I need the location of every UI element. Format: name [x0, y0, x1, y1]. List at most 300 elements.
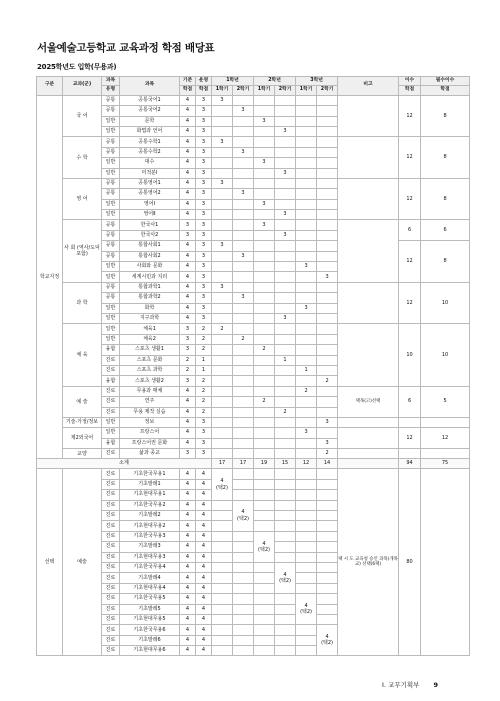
elective-pair-cell	[296, 594, 317, 625]
subject-type: 진로	[102, 531, 120, 541]
semester-credit	[317, 469, 338, 479]
curriculum-table	[36, 76, 470, 656]
semester-credit	[317, 365, 338, 375]
subject-type: 진로	[102, 635, 120, 645]
semester-credit	[296, 241, 317, 251]
semester-credit	[254, 147, 275, 157]
operating-credit: 3	[196, 428, 212, 438]
done-credit: 12	[399, 178, 421, 220]
semester-credit	[317, 262, 338, 272]
section-label: 선택	[37, 469, 63, 656]
subject-name: 기초발레5	[120, 604, 180, 614]
semester-credit	[296, 635, 317, 645]
operating-credit: 4	[196, 562, 212, 572]
subtotal-credit: 19	[254, 459, 275, 469]
semester-credit: 3	[275, 313, 296, 323]
semester-credit	[212, 521, 233, 531]
subject-name: 기초현대무용5	[120, 614, 180, 624]
semester-credit	[275, 116, 296, 126]
semester-credit	[233, 397, 254, 407]
semester-credit	[317, 490, 338, 500]
semester-credit	[275, 635, 296, 645]
operating-credit: 3	[196, 178, 212, 188]
elective-pair-cell	[254, 531, 275, 562]
remarks-cell	[338, 449, 399, 459]
elective-pair-cell	[275, 562, 296, 593]
subject-type: 일반	[102, 428, 120, 438]
subject-name: 영어Ⅱ	[120, 210, 180, 220]
semester-credit	[233, 282, 254, 292]
subject-type: 공통	[102, 189, 120, 199]
done-credit: 12	[399, 282, 421, 324]
semester-credit: 1	[296, 365, 317, 375]
semester-credit: 3	[254, 199, 275, 209]
table-row	[37, 282, 470, 292]
operating-credit: 3	[196, 95, 212, 105]
elective-pair-value: 4	[283, 571, 287, 578]
semester-credit	[212, 646, 233, 656]
subject-name: 기초발레3	[120, 542, 180, 552]
semester-credit	[212, 355, 233, 365]
semester-credit	[275, 303, 296, 313]
semester-credit	[296, 147, 317, 157]
subject-type: 공통	[102, 147, 120, 157]
base-credit: 4	[180, 417, 196, 427]
semester-credit	[275, 552, 296, 562]
semester-credit	[233, 178, 254, 188]
operating-credit: 4	[196, 500, 212, 510]
semester-credit: 3	[212, 178, 233, 188]
table-row	[37, 241, 470, 251]
done-credit: 6	[399, 386, 421, 417]
semester-credit	[317, 282, 338, 292]
semester-credit	[212, 262, 233, 272]
semester-credit: 3	[254, 220, 275, 230]
semester-credit	[275, 417, 296, 427]
subject-type: 일반	[102, 158, 120, 168]
semester-credit	[317, 531, 338, 541]
operating-credit: 4	[196, 552, 212, 562]
semester-credit	[296, 106, 317, 116]
base-credit: 3	[180, 230, 196, 240]
operating-credit: 4	[196, 573, 212, 583]
base-credit: 4	[180, 272, 196, 282]
subject-type: 일반	[102, 313, 120, 323]
semester-credit	[233, 469, 254, 479]
subject-name: 프랑스어권 문화	[120, 438, 180, 448]
subject-type: 융합	[102, 438, 120, 448]
semester-credit	[296, 479, 317, 489]
table-row	[37, 178, 470, 188]
semester-credit	[317, 562, 338, 572]
subject-type: 진로	[102, 594, 120, 604]
semester-credit	[275, 241, 296, 251]
subject-name: 스포츠 생활1	[120, 345, 180, 355]
semester-credit	[317, 303, 338, 313]
base-credit: 4	[180, 147, 196, 157]
semester-credit	[317, 230, 338, 240]
base-credit: 4	[180, 397, 196, 407]
subject-name: 공통국어1	[120, 95, 180, 105]
semester-credit: 2	[317, 449, 338, 459]
semester-credit	[254, 407, 275, 417]
semester-credit	[317, 604, 338, 614]
subject-name: 한국사2	[120, 230, 180, 240]
subject-type: 진로	[102, 490, 120, 500]
operating-credit: 1	[196, 365, 212, 375]
semester-credit	[317, 407, 338, 417]
subject-name: 영어Ⅰ	[120, 199, 180, 209]
semester-credit	[296, 531, 317, 541]
header-op-top: 운영	[196, 77, 212, 86]
semester-credit	[212, 334, 233, 344]
semester-credit	[254, 583, 275, 593]
semester-credit	[212, 158, 233, 168]
semester-credit	[296, 552, 317, 562]
subject-type: 공통	[102, 137, 120, 147]
subject-type: 진로	[102, 521, 120, 531]
done-credit	[399, 449, 421, 459]
operating-credit: 4	[196, 479, 212, 489]
semester-credit	[254, 428, 275, 438]
header-g2-s2: 2학기	[275, 86, 296, 95]
semester-credit	[275, 438, 296, 448]
required-credit: 8	[421, 137, 470, 179]
subject-name: 공통수학1	[120, 137, 180, 147]
area-label: 과 학	[63, 282, 102, 324]
header-grade1: 1학년	[212, 77, 254, 86]
semester-credit	[233, 313, 254, 323]
required-credit: 10	[421, 282, 470, 324]
semester-credit	[233, 199, 254, 209]
subject-name: 대수	[120, 158, 180, 168]
subject-type: 일반	[102, 334, 120, 344]
semester-credit	[296, 490, 317, 500]
remarks-cell: 택 시 도 교육청 승인 과목(개목교) 선택(6택)	[338, 469, 399, 656]
semester-credit	[233, 386, 254, 396]
semester-credit	[317, 95, 338, 105]
semester-credit	[233, 552, 254, 562]
semester-credit	[254, 625, 275, 635]
semester-credit	[296, 376, 317, 386]
semester-credit	[317, 116, 338, 126]
base-credit: 4	[180, 178, 196, 188]
semester-credit	[233, 210, 254, 220]
semester-credit	[233, 417, 254, 427]
header-req-top: 필수이수	[421, 77, 470, 86]
operating-credit: 3	[196, 158, 212, 168]
page-footer	[382, 680, 438, 689]
semester-credit	[317, 241, 338, 251]
semester-credit	[254, 614, 275, 624]
semester-credit	[212, 199, 233, 209]
semester-credit	[254, 95, 275, 105]
semester-credit	[233, 376, 254, 386]
subject-name: 기초현대무용2	[120, 521, 180, 531]
area-label: 교양	[63, 449, 102, 459]
required-credit: 8	[421, 178, 470, 220]
subject-name: 스포츠 과학	[120, 365, 180, 375]
header-type-top: 과목	[102, 77, 120, 86]
base-credit: 4	[180, 189, 196, 199]
base-credit: 4	[180, 95, 196, 105]
header-grade2: 2학년	[254, 77, 296, 86]
header-row-2	[37, 86, 470, 95]
semester-credit	[254, 241, 275, 251]
semester-credit: 3	[233, 106, 254, 116]
subject-type: 진로	[102, 583, 120, 593]
operating-credit: 2	[196, 324, 212, 334]
page-number: 9	[433, 681, 438, 689]
footer-section: Ⅰ. 교무기획부	[382, 681, 420, 689]
semester-credit	[212, 500, 233, 510]
semester-credit	[254, 479, 275, 489]
subject-name: 삶과 종교	[120, 449, 180, 459]
semester-credit	[233, 355, 254, 365]
table-row	[37, 449, 470, 459]
semester-credit	[233, 438, 254, 448]
subject-type: 공통	[102, 251, 120, 261]
subject-type: 진로	[102, 562, 120, 572]
base-credit: 4	[180, 521, 196, 531]
remarks-cell	[338, 324, 399, 386]
header-remarks: 비고	[338, 77, 399, 96]
semester-credit	[275, 449, 296, 459]
base-credit: 4	[180, 293, 196, 303]
semester-credit	[254, 251, 275, 261]
subject-type: 공통	[102, 220, 120, 230]
operating-credit: 2	[196, 397, 212, 407]
semester-credit: 3	[212, 241, 233, 251]
subject-name: 기초한국무용6	[120, 625, 180, 635]
semester-credit	[317, 210, 338, 220]
semester-credit: 3	[317, 417, 338, 427]
semester-credit	[275, 542, 296, 552]
header-area: 교과(군)	[63, 77, 102, 96]
semester-credit	[233, 168, 254, 178]
subject-type: 진로	[102, 552, 120, 562]
base-credit: 4	[180, 158, 196, 168]
semester-credit	[275, 189, 296, 199]
area-label: 체 육	[63, 324, 102, 386]
base-credit: 4	[180, 604, 196, 614]
header-division: 구분	[37, 77, 63, 96]
elective-pair-note: (택2)	[258, 546, 270, 553]
done-credit: 12	[399, 95, 421, 137]
subject-name: 기초한국무용5	[120, 594, 180, 604]
semester-credit	[233, 365, 254, 375]
done-credit: 10	[399, 324, 421, 386]
semester-credit	[275, 604, 296, 614]
base-credit: 4	[180, 625, 196, 635]
semester-credit	[233, 635, 254, 645]
subject-type: 진로	[102, 479, 120, 489]
semester-credit	[275, 365, 296, 375]
semester-credit: 3	[254, 158, 275, 168]
semester-credit	[233, 604, 254, 614]
semester-credit	[233, 95, 254, 105]
operating-credit: 3	[196, 147, 212, 157]
semester-credit	[212, 635, 233, 645]
subject-name: 지구과학	[120, 313, 180, 323]
operating-credit: 2	[196, 376, 212, 386]
semester-credit	[254, 106, 275, 116]
base-credit: 4	[180, 490, 196, 500]
semester-credit: 3	[254, 116, 275, 126]
semester-credit	[317, 324, 338, 334]
semester-credit	[212, 625, 233, 635]
semester-credit	[233, 345, 254, 355]
semester-credit	[296, 355, 317, 365]
semester-credit	[317, 126, 338, 136]
semester-credit	[212, 189, 233, 199]
semester-credit	[212, 511, 233, 521]
operating-credit: 3	[196, 126, 212, 136]
area-label: 국 어	[63, 95, 102, 137]
semester-credit	[296, 282, 317, 292]
table-row	[37, 417, 470, 427]
elective-pair-cell	[317, 625, 338, 656]
subject-type: 진로	[102, 500, 120, 510]
header-req-bottom: 학점	[421, 86, 470, 95]
subject-type: 일반	[102, 126, 120, 136]
subject-name: 기초한국무용1	[120, 469, 180, 479]
semester-credit	[296, 583, 317, 593]
elective-pair-value: 4	[262, 540, 266, 547]
semester-credit	[254, 126, 275, 136]
semester-credit: 3	[317, 438, 338, 448]
area-label: 예술	[63, 469, 102, 656]
semester-credit	[275, 272, 296, 282]
semester-credit	[296, 158, 317, 168]
semester-credit	[212, 251, 233, 261]
base-credit: 3	[180, 334, 196, 344]
operating-credit: 3	[196, 241, 212, 251]
subject-type: 공통	[102, 106, 120, 116]
subject-type: 융합	[102, 376, 120, 386]
area-label: 영 어	[63, 178, 102, 220]
subject-type: 공통	[102, 178, 120, 188]
semester-credit	[296, 511, 317, 521]
semester-credit	[275, 376, 296, 386]
semester-credit	[212, 438, 233, 448]
elective-pair-note: (택2)	[216, 484, 228, 491]
semester-credit	[317, 313, 338, 323]
semester-credit	[212, 116, 233, 126]
semester-credit	[275, 262, 296, 272]
subject-type: 진로	[102, 625, 120, 635]
operating-credit: 3	[196, 449, 212, 459]
subject-name: 기초현대무용1	[120, 490, 180, 500]
semester-credit	[233, 625, 254, 635]
semester-credit	[233, 158, 254, 168]
semester-credit	[254, 230, 275, 240]
semester-credit	[233, 562, 254, 572]
operating-credit: 2	[196, 407, 212, 417]
operating-credit: 3	[196, 189, 212, 199]
operating-credit: 4	[196, 635, 212, 645]
semester-credit: 2	[212, 324, 233, 334]
header-base-bottom: 학점	[180, 86, 196, 95]
base-credit: 4	[180, 531, 196, 541]
semester-credit	[296, 178, 317, 188]
semester-credit	[296, 293, 317, 303]
done-credit: 6	[399, 220, 421, 241]
operating-credit: 4	[196, 625, 212, 635]
semester-credit	[275, 199, 296, 209]
semester-credit	[212, 542, 233, 552]
elective-pair-cell	[212, 469, 233, 500]
remarks-cell	[338, 95, 399, 137]
subject-type: 융합	[102, 345, 120, 355]
subject-type: 진로	[102, 511, 120, 521]
operating-credit: 1	[196, 355, 212, 365]
semester-credit	[275, 178, 296, 188]
semester-credit	[212, 428, 233, 438]
semester-credit	[317, 542, 338, 552]
base-credit: 2	[180, 355, 196, 365]
semester-credit	[317, 189, 338, 199]
operating-credit: 3	[196, 272, 212, 282]
semester-credit	[212, 230, 233, 240]
operating-credit: 4	[196, 604, 212, 614]
semester-credit	[296, 95, 317, 105]
table-row	[37, 324, 470, 334]
semester-credit	[212, 293, 233, 303]
semester-credit	[254, 646, 275, 656]
required-credit: 10	[421, 324, 470, 386]
semester-credit	[212, 376, 233, 386]
semester-credit	[233, 583, 254, 593]
semester-credit	[212, 210, 233, 220]
semester-credit	[296, 189, 317, 199]
semester-credit	[233, 449, 254, 459]
semester-credit	[296, 220, 317, 230]
base-credit: 3	[180, 324, 196, 334]
semester-credit	[254, 282, 275, 292]
semester-credit: 3	[233, 293, 254, 303]
subject-type: 진로	[102, 614, 120, 624]
subject-name: 통합과학2	[120, 293, 180, 303]
semester-credit	[275, 479, 296, 489]
semester-credit	[233, 428, 254, 438]
semester-credit	[296, 324, 317, 334]
semester-credit	[254, 272, 275, 282]
semester-credit	[212, 531, 233, 541]
semester-credit	[296, 345, 317, 355]
semester-credit	[275, 345, 296, 355]
table-row	[37, 220, 470, 230]
subtotal-row	[37, 459, 470, 469]
subject-type: 일반	[102, 116, 120, 126]
base-credit: 4	[180, 106, 196, 116]
subject-name: 기초한국무용3	[120, 531, 180, 541]
semester-credit	[254, 137, 275, 147]
subject-type: 일반	[102, 417, 120, 427]
semester-credit	[212, 604, 233, 614]
semester-credit	[296, 126, 317, 136]
subject-type: 일반	[102, 303, 120, 313]
semester-credit	[317, 147, 338, 157]
base-credit: 4	[180, 241, 196, 251]
operating-credit: 4	[196, 490, 212, 500]
subtotal-credit: 17	[212, 459, 233, 469]
done-credit: 12	[399, 428, 421, 449]
base-credit: 4	[180, 542, 196, 552]
header-row-1	[37, 77, 470, 86]
semester-credit	[317, 614, 338, 624]
subtotal-credit: 12	[296, 459, 317, 469]
